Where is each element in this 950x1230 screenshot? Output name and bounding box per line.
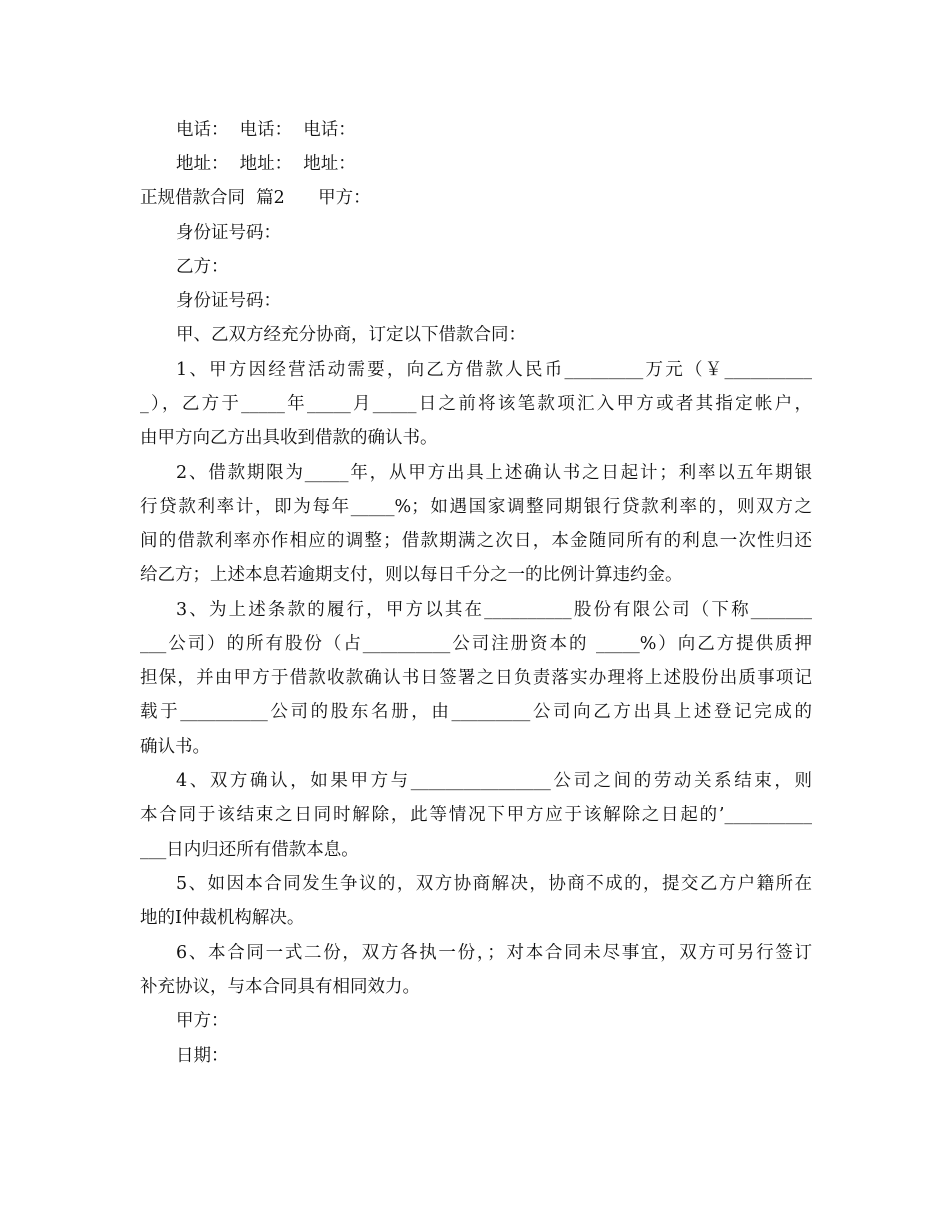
section-heading: 正规借款合同 篇2 甲方： xyxy=(140,188,371,208)
clause-5-line-2: 地的I仲裁机构解决。 xyxy=(140,908,305,928)
address-line: 地址： 地址： 地址： xyxy=(176,154,356,174)
clause-1-line-3: 由甲方向乙方出具收到借款的确认书。 xyxy=(140,428,438,448)
clause-4-line-1: 4、双方确认，如果甲方与________________公司之间的劳动关系结束，则 xyxy=(176,771,812,791)
signature-date: 日期： xyxy=(176,1046,229,1066)
clause-2-line-4: 给乙方；上述本息若逾期支付，则以每日千分之一的比例计算违约金。 xyxy=(140,565,683,585)
party-b-line: 乙方： xyxy=(176,257,229,277)
signature-party-a: 甲方： xyxy=(176,1011,229,1031)
clause-3-line-5: 确认书。 xyxy=(140,737,210,757)
clause-2-line-2: 行贷款利率计，即为每年_____%；如遇国家调整同期银行贷款利率的，则双方之 xyxy=(140,497,812,517)
clause-3-line-3: 担保，并由甲方于借款收款确认书日签署之日负责落实办理将上述股份出质事项记 xyxy=(140,668,812,688)
clause-4-line-2: 本合同于该结束之日同时解除，此等情况下甲方应于该解除之日起的’__________ xyxy=(140,805,812,825)
clause-3-line-1: 3、为上述条款的履行，甲方以其在__________股份有限公司（下称_______ xyxy=(176,600,812,620)
clause-3-line-2: ___公司）的所有股份（占__________公司注册资本的 _____%）向乙方提供质押 xyxy=(140,634,812,654)
clause-6-line-2: 补充协议，与本合同具有相同效力。 xyxy=(140,977,420,997)
clause-4-line-3: ___日内归还所有借款本息。 xyxy=(140,840,359,860)
clause-2-line-3: 间的借款利率亦作相应的调整；借款期满之次日，本金随同所有的利息一次性归还 xyxy=(140,531,812,551)
preamble-line: 甲、乙双方经充分协商，订定以下借款合同： xyxy=(176,325,526,345)
clause-6-line-1: 6、本合同一式二份，双方各执一份，；对本合同未尽事宜，双方可另行签订 xyxy=(176,943,812,963)
clause-5-line-1: 5、如因本合同发生争议的，双方协商解决，协商不成的，提交乙方户籍所在 xyxy=(176,874,812,894)
party-b-id-line: 身份证号码： xyxy=(176,291,281,311)
clause-2-line-1: 2、借款期限为_____年，从甲方出具上述确认书之日起计；利率以五年期银 xyxy=(176,463,812,483)
clause-1-line-2: _），乙方于_____年_____月_____日之前将该笔款项汇入甲方或者其指定帐户， xyxy=(140,394,812,414)
phone-line: 电话： 电话： 电话： xyxy=(176,120,356,140)
clause-3-line-4: 载于__________公司的股东名册，由_________公司向乙方出具上述登记完成的 xyxy=(140,702,812,722)
clause-1-line-1: 1、甲方因经营活动需要，向乙方借款人民币_________万元（￥__________ xyxy=(176,360,812,380)
party-a-id-line: 身份证号码： xyxy=(176,223,281,243)
